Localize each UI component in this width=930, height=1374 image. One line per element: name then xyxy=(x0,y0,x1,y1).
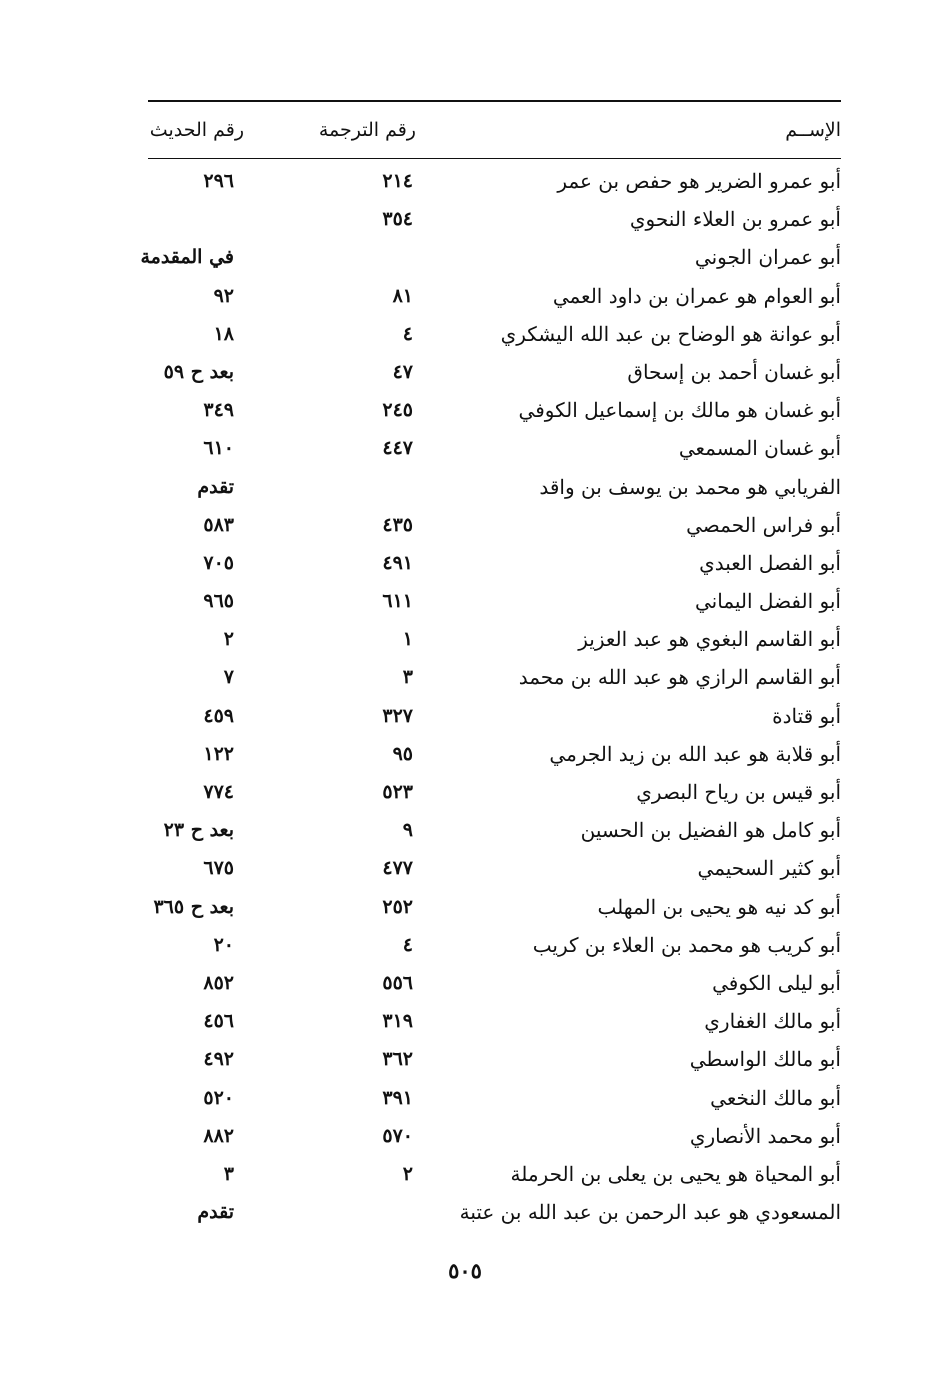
narrator-name: أبو قتادة xyxy=(772,703,841,728)
narrator-name: أبو المحياة هو يحيى بن يعلى بن الحرملة xyxy=(510,1161,841,1186)
tarjama-number: ٦١١ xyxy=(382,590,413,613)
table-row xyxy=(0,849,930,887)
index-table xyxy=(0,162,930,1231)
table-row xyxy=(0,506,930,544)
narrator-name: أبو عوانة هو الوضاح بن عبد الله اليشكري xyxy=(500,321,841,346)
tarjama-number: ٥٧٠ xyxy=(382,1124,413,1147)
tarjama-number: ٣١٩ xyxy=(382,1010,413,1033)
narrator-name: أبو القاسم الرازي هو عبد الله بن محمد xyxy=(518,665,841,690)
tarjama-number: ٤٧ xyxy=(392,360,413,383)
column-header-hadith: رقم الحديث xyxy=(149,119,244,141)
tarjama-number: ١ xyxy=(402,628,413,651)
column-header-name: الإســم xyxy=(785,119,841,141)
table-row xyxy=(0,200,930,238)
hadith-number: ٧٧٤ xyxy=(203,781,234,803)
page-number: ٥٠٥ xyxy=(448,1258,482,1283)
tarjama-number: ٣٢٧ xyxy=(382,704,413,727)
narrator-name: أبو قلابة هو عبد الله بن زيد الجرمي xyxy=(549,741,841,766)
table-row xyxy=(0,1117,930,1155)
narrator-name: أبو الفصل العبدي xyxy=(699,550,841,575)
narrator-name: أبو كامل هو الفضيل بن الحسين xyxy=(580,818,841,843)
hadith-number: ٥٢٠ xyxy=(203,1086,234,1109)
tarjama-number: ٣ xyxy=(402,666,413,689)
narrator-name: أبو محمد الأنصاري xyxy=(689,1123,841,1148)
narrator-name: أبو مالك الغفاري xyxy=(704,1009,841,1034)
hadith-number: ١٨ xyxy=(213,322,234,345)
narrator-name: أبو الفضل اليماني xyxy=(694,589,841,614)
table-row xyxy=(0,277,930,315)
table-row xyxy=(0,544,930,582)
narrator-name: أبو فراس الحمصي xyxy=(686,512,841,537)
column-header-tarjama: رقم الترجمة xyxy=(318,119,416,141)
table-row xyxy=(0,391,930,429)
hadith-number: ٩٦٥ xyxy=(203,590,234,613)
table-row xyxy=(0,926,930,964)
table-row xyxy=(0,1193,930,1231)
table-row xyxy=(0,697,930,735)
hadith-number: بعد ح ٥٩ xyxy=(163,360,234,383)
narrator-name: أبو مالك الواسطي xyxy=(689,1047,841,1072)
narrator-name: أبو عمران الجوني xyxy=(694,245,841,270)
narrator-name: أبو مالك النخعي xyxy=(710,1085,841,1110)
tarjama-number: ٣٩١ xyxy=(382,1086,413,1109)
table-row xyxy=(0,468,930,506)
hadith-number: ٨٥٢ xyxy=(203,971,234,994)
narrator-name: أبو غسان هو مالك بن إسماعيل الكوفي xyxy=(518,398,841,423)
tarjama-number: ٤٣٥ xyxy=(382,513,413,536)
table-row xyxy=(0,429,930,467)
narrator-name: أبو غسان أحمد بن إسحاق xyxy=(627,359,841,384)
table-row xyxy=(0,353,930,391)
hadith-number: ٣٤٩ xyxy=(203,399,234,422)
hadith-number: تقدم xyxy=(197,475,234,498)
hadith-number: ٦١٠ xyxy=(203,437,234,460)
table-row xyxy=(0,1040,930,1078)
table-row xyxy=(0,735,930,773)
hadith-number: ٤٥٦ xyxy=(203,1010,234,1033)
hadith-number: ١٢٢ xyxy=(203,742,234,765)
hadith-number: تقدم xyxy=(197,1201,234,1224)
header-rule xyxy=(148,158,841,159)
hadith-number: ٥٨٣ xyxy=(203,513,234,536)
narrator-name: أبو كثير السحيمي xyxy=(697,856,841,881)
table-row xyxy=(0,238,930,276)
hadith-number: ٨٨٢ xyxy=(203,1124,234,1147)
top-rule xyxy=(148,100,841,102)
hadith-number: ٦٧٥ xyxy=(203,857,234,880)
narrator-name: أبو كد نيه هو يحيى بن المهلب xyxy=(597,894,841,919)
hadith-number: ٢٠ xyxy=(213,933,234,956)
tarjama-number: ٢٤٥ xyxy=(382,399,413,422)
table-row xyxy=(0,811,930,849)
tarjama-number: ٢١٤ xyxy=(382,170,413,192)
narrator-name: أبو عمرو بن العلاء النحوي xyxy=(629,207,841,232)
tarjama-number: ٣٦٢ xyxy=(382,1048,413,1071)
hadith-number: ٤٩٢ xyxy=(203,1048,234,1071)
table-row xyxy=(0,773,930,811)
narrator-name: أبو غسان المسمعي xyxy=(678,436,841,461)
table-row xyxy=(0,888,930,926)
tarjama-number: ٥٢٣ xyxy=(382,781,413,803)
narrator-name: المسعودي هو عبد الرحمن بن عبد الله بن عتبة xyxy=(459,1200,841,1225)
tarjama-number: ٤ xyxy=(402,933,413,956)
tarjama-number: ٢ xyxy=(402,1162,413,1185)
hadith-number: بعد ح ٢٣ xyxy=(163,819,234,842)
narrator-name: أبو العوام هو عمران بن داود العمي xyxy=(552,283,841,308)
hadith-number: ٧٠٥ xyxy=(203,551,234,574)
tarjama-number: ٥٥٦ xyxy=(382,971,413,994)
table-row xyxy=(0,1079,930,1117)
narrator-name: أبو قيس بن رياح البصري xyxy=(636,780,841,804)
tarjama-number: ٢٥٢ xyxy=(382,895,413,918)
table-row xyxy=(0,1155,930,1193)
table-row xyxy=(0,620,930,658)
narrator-name: أبو القاسم البغوي هو عبد العزيز xyxy=(578,627,841,652)
table-row xyxy=(0,315,930,353)
narrator-name: أبو ليلى الكوفي xyxy=(712,970,841,995)
tarjama-number: ٤٩١ xyxy=(382,551,413,574)
tarjama-number: ٨١ xyxy=(392,284,413,307)
tarjama-number: ٣٥٤ xyxy=(382,208,413,231)
hadith-number: ٩٢ xyxy=(213,284,234,307)
table-row xyxy=(0,964,930,1002)
tarjama-number: ٩ xyxy=(402,819,413,842)
tarjama-number: ٤ xyxy=(402,322,413,345)
table-row xyxy=(0,582,930,620)
hadith-number: ٧ xyxy=(223,666,234,689)
hadith-number: في المقدمة xyxy=(140,246,234,269)
hadith-number: ٣ xyxy=(223,1162,234,1185)
table-row xyxy=(0,658,930,696)
narrator-name: الفريابي هو محمد بن يوسف بن واقد xyxy=(539,474,841,499)
hadith-number: ٢٩٦ xyxy=(203,170,234,192)
table-row xyxy=(0,1002,930,1040)
tarjama-number: ٤٤٧ xyxy=(382,437,413,460)
hadith-number: ٤٥٩ xyxy=(203,704,234,727)
narrator-name: أبو كريب هو محمد بن العلاء بن كريب xyxy=(532,932,841,957)
hadith-number xyxy=(134,200,234,238)
hadith-number: ٢ xyxy=(223,628,234,651)
table-row xyxy=(0,162,930,200)
hadith-number: بعد ح ٣٦٥ xyxy=(153,895,234,918)
tarjama-number: ٤٧٧ xyxy=(382,857,413,880)
narrator-name: أبو عمرو الضرير هو حفص بن عمر xyxy=(557,169,841,193)
tarjama-number: ٩٥ xyxy=(392,742,413,765)
